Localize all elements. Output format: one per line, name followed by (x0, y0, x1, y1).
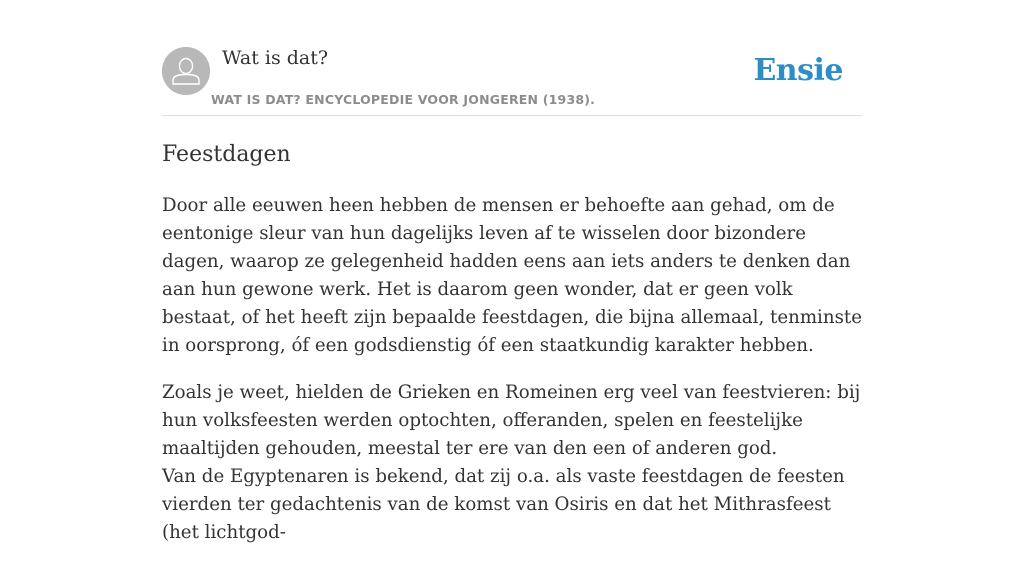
paragraph-2-part-2: Van de Egyptenaren is bekend, dat zij o.a. als vaste feestdagen de feesten vierden ter gedachtenis van de komst van Osiris en dat het Mithrasfeest (het lichtgod- (162, 466, 845, 543)
paragraph-2 (162, 379, 868, 547)
brand-logo[interactable]: Ensie (753, 53, 843, 88)
author-name[interactable]: Wat is dat? (222, 47, 329, 69)
article-body (162, 192, 868, 566)
article-header (162, 46, 862, 116)
article-title: Feestdagen (162, 142, 291, 167)
user-icon[interactable] (162, 47, 210, 95)
paragraph-2-part-1: Zoals je weet, hielden de Grieken en Romeinen erg veel van feestvieren: bij hun volksfeesten werden optochten, offeranden, spelen en feestelijke maaltijden gehouden, meestal ter ere van den een of anderen god. (162, 382, 861, 459)
source-label: WAT IS DAT? ENCYCLOPEDIE VOOR JONGEREN (1938). (211, 92, 596, 107)
paragraph-1: Door alle eeuwen heen hebben de mensen er behoefte aan gehad, om de eentonige sleur van hun dagelijks leven af te wisselen door bizondere dagen, waarop ze gelegenheid hadden eens aan iets anders te denken dan aan hun gewone werk. Het is daarom geen wonder, dat er geen volk bestaat, of het heeft zijn bepaalde feestdagen, die bijna allemaal, tenminste in oorsprong, óf een godsdienstig óf een staatkundig karakter hebben. (162, 195, 862, 356)
